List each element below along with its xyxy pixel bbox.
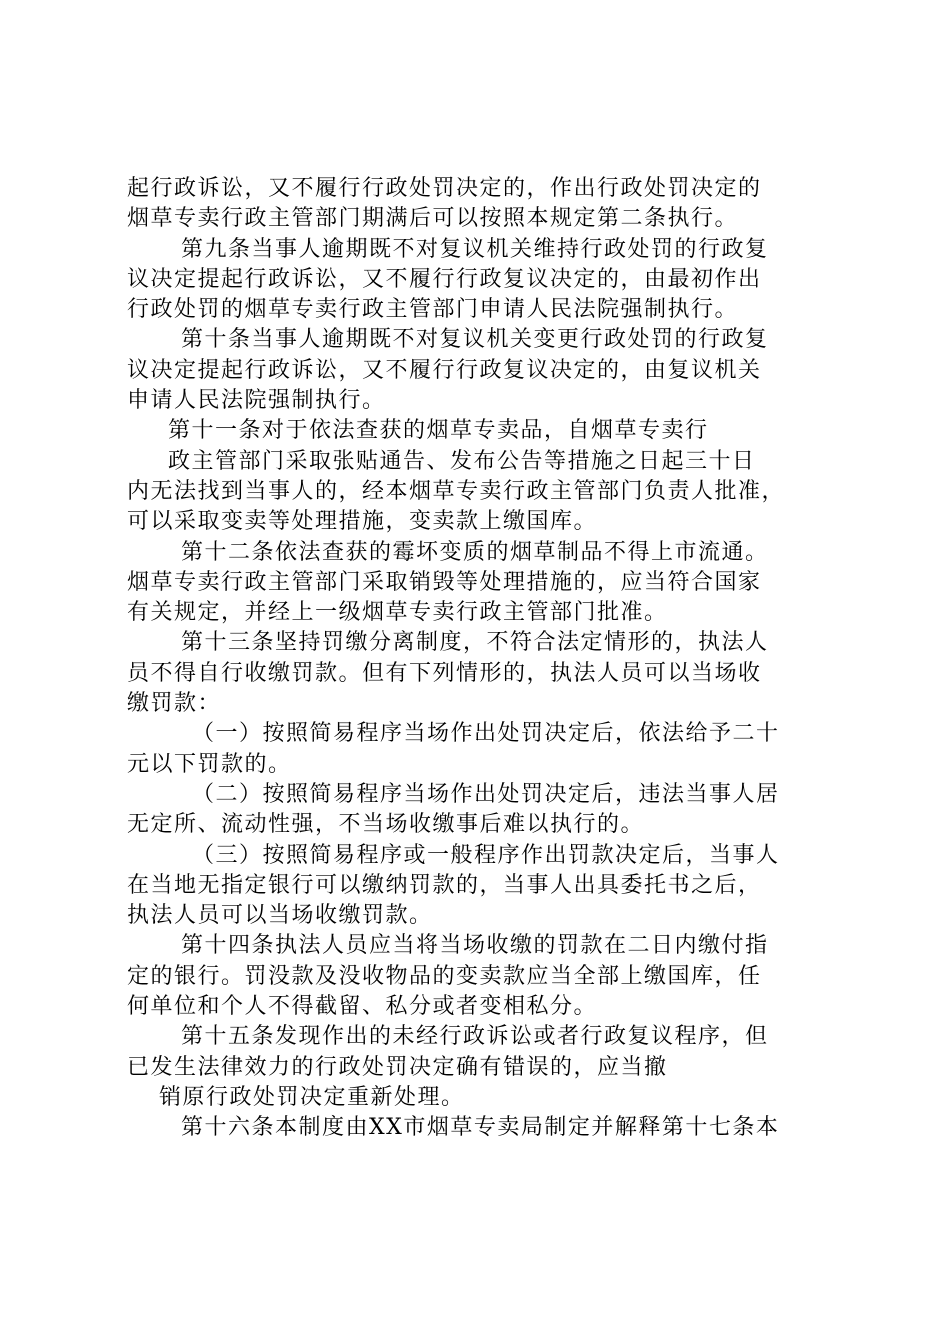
text-line: 政主管部门采取张贴通告、发布公告等措施之日起三十日 xyxy=(168,448,756,474)
text-line: 议决定提起行政诉讼，又不履行行政复议决定的，由最初作出 xyxy=(127,266,762,292)
text-line: 缴罚款： xyxy=(127,691,222,717)
text-line: 第九条当事人逾期既不对复议机关维持行政处罚的行政复 xyxy=(181,236,769,262)
text-line: 元以下罚款的。 xyxy=(127,751,292,777)
text-line: 内无法找到当事人的，经本烟草专卖行政主管部门负责人批准， xyxy=(127,478,786,504)
text-line: 已发生法律效力的行政处罚决定确有错误的，应当撤 xyxy=(127,1054,668,1080)
document-body xyxy=(127,174,832,1144)
text-line: 何单位和个人不得截留、私分或者变相私分。 xyxy=(127,994,598,1020)
text-line: 起行政诉讼，又不履行行政处罚决定的，作出行政处罚决定的 xyxy=(127,176,762,201)
text-line: 第十条当事人逾期既不对复议机关变更行政处罚的行政复 xyxy=(181,327,769,353)
text-line: 行政处罚的烟草专卖行政主管部门申请人民法院强制执行。 xyxy=(127,297,739,323)
text-line: 无定所、流动性强，不当场收缴事后难以执行的。 xyxy=(127,812,645,838)
text-line: 第十三条坚持罚缴分离制度，不符合法定情形的，执法人 xyxy=(181,630,769,656)
text-line: 定的银行。罚没款及没收物品的变卖款应当全部上缴国库，任 xyxy=(127,963,762,989)
text-line: 在当地无指定银行可以缴纳罚款的，当事人出具委托书之后， xyxy=(127,872,762,898)
text-line: 销原行政处罚决定重新处理。 xyxy=(159,1084,465,1110)
text-line: 执法人员可以当场收缴罚款。 xyxy=(127,903,433,929)
text-line: 第十五条发现作出的未经行政诉讼或者行政复议程序，但 xyxy=(181,1024,769,1050)
text-line: 有关规定，并经上一级烟草专卖行政主管部门批准。 xyxy=(127,600,668,626)
text-line: 烟草专卖行政主管部门期满后可以按照本规定第二条执行。 xyxy=(127,206,739,232)
text-line: 议决定提起行政诉讼，又不履行行政复议决定的，由复议机关 xyxy=(127,357,762,383)
text-line: （三）按照简易程序或一般程序作出罚款决定后，当事人 xyxy=(192,842,780,868)
text-line: 第十二条依法查获的霉坏变质的烟草制品不得上市流通。 xyxy=(181,539,769,565)
text-line: 员不得自行收缴罚款。但有下列情形的，执法人员可以当场收 xyxy=(127,660,762,686)
text-line: （二）按照简易程序当场作出处罚决定后，违法当事人居 xyxy=(192,781,780,807)
text-line: 第十四条执法人员应当将当场收缴的罚款在二日内缴付指 xyxy=(181,933,769,959)
text-line: 第十一条对于依法查获的烟草专卖品，自烟草专卖行 xyxy=(168,418,709,444)
text-line: 第十六条本制度由XX市烟草专卖局制定并解释第十七条本 xyxy=(181,1115,780,1141)
text-line: 烟草专卖行政主管部门采取销毁等处理措施的，应当符合国家 xyxy=(127,569,762,595)
text-line: （一）按照简易程序当场作出处罚决定后，依法给予二十 xyxy=(192,721,780,747)
text-line: 可以采取变卖等处理措施，变卖款上缴国库。 xyxy=(127,509,598,535)
text-line: 申请人民法院强制执行。 xyxy=(127,388,386,414)
